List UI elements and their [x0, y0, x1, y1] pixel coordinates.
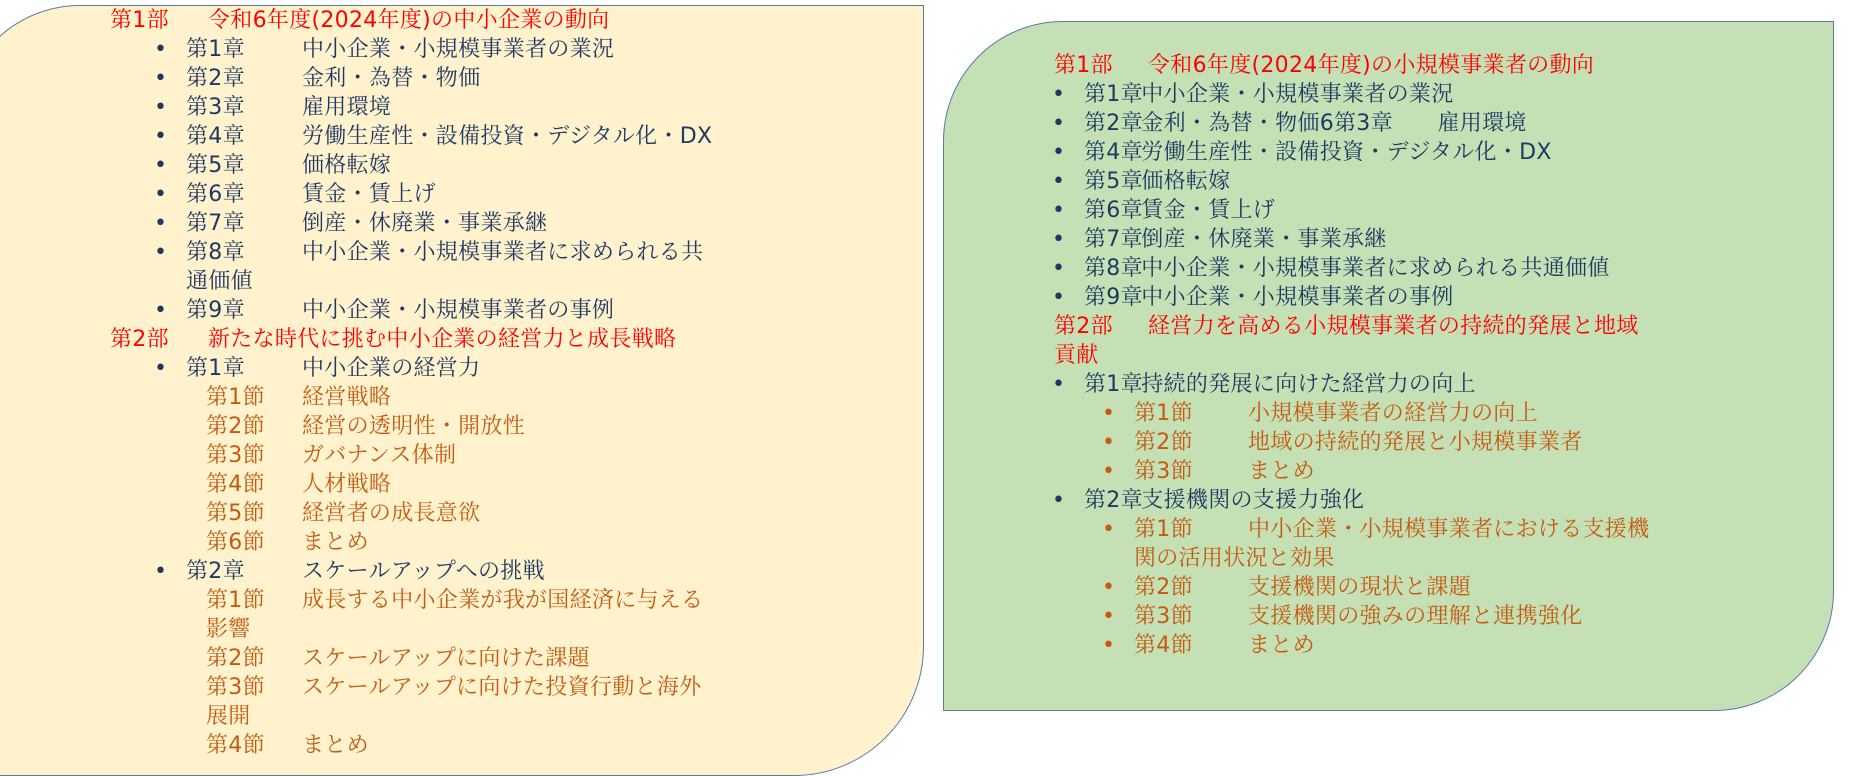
outline-title-text: 中小企業・小規模事業者に求められる共通価値 [1141, 256, 1610, 281]
outline-number-label: 第3節 [206, 675, 265, 700]
outline-title-text: 小規模事業者の経営力の向上 [1248, 401, 1538, 426]
outline-title-text: 経営の透明性・開放性 [302, 414, 526, 439]
right-part1-chapter-8 [1052, 254, 1610, 283]
bullet-icon: • [154, 95, 168, 120]
right-part2-chapter-2 [1052, 486, 1364, 515]
outline-title-text: 支援機関の強みの理解と連携強化 [1248, 604, 1583, 629]
outline-title-text: 中小企業・小規模事業者の業況 [1141, 82, 1454, 107]
outline-number-label: 第1章 [1084, 372, 1143, 397]
outline-number-label: 第1章 [186, 37, 245, 62]
left-part2-chapter-1 [154, 354, 480, 383]
bullet-icon: • [1052, 169, 1066, 194]
outline-number-label: 第3章 [186, 95, 245, 120]
outline-number-label: 第6章 [1084, 198, 1143, 223]
left-part1-chapter-4 [154, 122, 712, 151]
outline-number-label: 第2節 [1134, 575, 1193, 600]
bullet-icon: • [154, 153, 168, 178]
bullet-icon: • [1052, 256, 1066, 281]
outline-title-text: 価格転嫁 [302, 153, 392, 178]
outline-title-text: 人材戦略 [302, 472, 392, 497]
bullet-icon: • [1052, 198, 1066, 223]
outline-number-label: 第1節 [206, 385, 265, 410]
outline-title-text: まとめ [1248, 633, 1315, 658]
left-part1-chapter-5 [154, 151, 391, 180]
bullet-icon: • [154, 559, 168, 584]
outline-number-label: 第4節 [1134, 633, 1193, 658]
outline-number-label: 第2章 [1084, 111, 1143, 136]
right-part2-heading-continuation: 貢献 [1054, 343, 1099, 368]
outline-number-label: 第1節 [206, 588, 265, 613]
bullet-icon: • [1102, 517, 1116, 542]
bullet-icon: • [1052, 488, 1066, 513]
left-part1-chapter-8-continuation: 通価値 [186, 269, 253, 294]
right-part1-chapter-2 [1052, 109, 1527, 138]
outline-title-text: 倒産・休廃業・事業承継 [1141, 227, 1387, 252]
right-part1-chapter-9 [1052, 283, 1454, 312]
left-part2-ch2-section-4 [206, 731, 369, 760]
bullet-icon: • [154, 211, 168, 236]
right-part2-ch1-section-3 [1102, 457, 1315, 486]
outline-number-label: 第1節 [1134, 517, 1193, 542]
outline-number-label: 第3節 [1134, 604, 1193, 629]
outline-number-label: 第4章 [1084, 140, 1143, 165]
outline-title-text: 支援機関の支援力強化 [1141, 488, 1365, 513]
outline-title-text: スケールアップに向けた課題 [302, 646, 590, 671]
right-part2-heading [1054, 312, 1639, 341]
bullet-icon: • [1102, 430, 1116, 455]
left-part1-chapter-8 [154, 238, 703, 267]
outline-title-text: 中小企業・小規模事業者における支援機 [1248, 517, 1650, 542]
outline-number-label: 第6節 [206, 530, 265, 555]
outline-number-label: 第5章 [186, 153, 245, 178]
bullet-icon: • [154, 124, 168, 149]
bullet-icon: • [1052, 285, 1066, 310]
bullet-icon: • [1102, 459, 1116, 484]
left-part2-heading [110, 325, 676, 354]
outline-title-text: 中小企業・小規模事業者の事例 [1141, 285, 1454, 310]
outline-title-text: 新たな時代に挑む中小企業の経営力と成長戦略 [208, 327, 677, 352]
outline-title-text: 支援機関の現状と課題 [1248, 575, 1472, 600]
outline-number-label: 第6章 [186, 182, 245, 207]
left-part2-ch2-section-3-continuation: 展開 [206, 704, 251, 729]
outline-title-text: まとめ [302, 530, 369, 555]
left-part1-chapter-6 [154, 180, 436, 209]
outline-title-text: 地域の持続的発展と小規模事業者 [1248, 430, 1583, 455]
left-part1-chapter-2 [154, 64, 480, 93]
outline-title-text: 賃金・賃上げ [302, 182, 436, 207]
bullet-icon: • [154, 356, 168, 381]
outline-title-text: 労働生産性・設備投資・デジタル化・DX [1141, 140, 1552, 165]
bullet-icon: • [1102, 633, 1116, 658]
right-part2-ch2-section-2 [1102, 573, 1471, 602]
outline-title-text: 賃金・賃上げ [1141, 198, 1276, 223]
outline-title-text: 価格転嫁 [1141, 169, 1231, 194]
right-part1-chapter-7 [1052, 225, 1387, 254]
outline-title-text: まとめ [1248, 459, 1315, 484]
left-part2-ch2-section-2 [206, 644, 590, 673]
outline-number-label: 第2節 [1134, 430, 1193, 455]
outline-number-label: 第2節 [206, 646, 265, 671]
right-part1-chapter-4 [1052, 138, 1552, 167]
outline-number-label: 第8章 [1084, 256, 1143, 281]
bullet-icon: • [1102, 401, 1116, 426]
outline-number-label: 第5章 [1084, 169, 1143, 194]
outline-number-label: 第1節 [1134, 401, 1193, 426]
outline-title-text: スケールアップへの挑戦 [302, 559, 545, 584]
outline-title-text: 令和6年度(2024年度)の小規模事業者の動向 [1148, 53, 1595, 78]
left-part1-chapter-9 [154, 296, 614, 325]
bullet-icon: • [154, 240, 168, 265]
outline-title-text: 中小企業の経営力 [302, 356, 481, 381]
left-part2-ch2-section-1 [206, 586, 703, 615]
outline-number-label: 第1部 [1054, 53, 1113, 78]
left-part2-ch1-section-5 [206, 499, 480, 528]
outline-number-label: 第1章 [1084, 82, 1143, 107]
outline-number-label: 第2章 [186, 66, 245, 91]
outline-number-label: 第7章 [1084, 227, 1143, 252]
right-part2-ch1-section-1 [1102, 399, 1538, 428]
outline-number-label: 第2部 [110, 327, 169, 352]
outline-number-label: 第3節 [206, 443, 265, 468]
right-part1-chapter-1 [1052, 80, 1454, 109]
right-part2-ch2-section-1-continuation: 関の活用状況と効果 [1134, 546, 1335, 571]
bullet-icon: • [154, 298, 168, 323]
outline-number-label: 第2章 [1084, 488, 1143, 513]
outline-title-text: 経営戦略 [302, 385, 392, 410]
outline-number-label: 第1章 [186, 356, 245, 381]
right-part2-ch1-section-2 [1102, 428, 1583, 457]
left-part2-ch1-section-6 [206, 528, 369, 557]
left-part2-ch1-section-4 [206, 470, 391, 499]
outline-title-text: 雇用環境 [302, 95, 392, 120]
bullet-icon: • [154, 37, 168, 62]
outline-number-label: 第2節 [206, 414, 265, 439]
outline-title-text: 経営力を高める小規模事業者の持続的発展と地域 [1148, 314, 1639, 339]
outline-number-label: 第4節 [206, 472, 265, 497]
bullet-icon: • [154, 66, 168, 91]
outline-title-text: 中小企業・小規模事業者に求められる共 [302, 240, 704, 265]
bullet-icon: • [1102, 604, 1116, 629]
outline-title-text: スケールアップに向けた投資行動と海外 [302, 675, 702, 700]
outline-title-text: 金利・為替・物価6第3章 雇用環境 [1141, 111, 1527, 136]
outline-title-text: 倒産・休廃業・事業承継 [302, 211, 548, 236]
outline-number-label: 第3節 [1134, 459, 1193, 484]
outline-title-text: 中小企業・小規模事業者の業況 [302, 37, 615, 62]
bullet-icon: • [1052, 372, 1066, 397]
outline-title-text: 令和6年度(2024年度)の中小企業の動向 [208, 8, 610, 33]
left-part1-chapter-3 [154, 93, 391, 122]
outline-number-label: 第1部 [110, 8, 169, 33]
right-part2-chapter-1 [1052, 370, 1476, 399]
right-part2-ch2-section-3 [1102, 602, 1583, 631]
outline-number-label: 第2章 [186, 559, 245, 584]
bullet-icon: • [1052, 227, 1066, 252]
outline-title-text: 中小企業・小規模事業者の事例 [302, 298, 615, 323]
bullet-icon: • [1102, 575, 1116, 600]
outline-title-text: 成長する中小企業が我が国経済に与える [302, 588, 704, 613]
outline-number-label: 第9章 [1084, 285, 1143, 310]
right-part2-ch2-section-1 [1102, 515, 1649, 544]
right-part2-ch2-section-4 [1102, 631, 1315, 660]
bullet-icon: • [1052, 82, 1066, 107]
left-part2-ch2-section-1-continuation: 影響 [206, 617, 251, 642]
left-part1-heading [110, 6, 609, 35]
bullet-icon: • [1052, 111, 1066, 136]
outline-title-text: 持続的発展に向けた経営力の向上 [1141, 372, 1476, 397]
outline-number-label: 第2部 [1054, 314, 1113, 339]
left-part1-chapter-7 [154, 209, 547, 238]
outline-number-label: 第4節 [206, 733, 265, 758]
left-part2-ch2-section-3 [206, 673, 701, 702]
right-part1-heading [1054, 51, 1594, 80]
outline-title-text: まとめ [302, 733, 369, 758]
outline-title-text: 労働生産性・設備投資・デジタル化・DX [302, 124, 713, 149]
outline-number-label: 第7章 [186, 211, 245, 236]
left-part2-ch1-section-3 [206, 441, 456, 470]
outline-title-text: ガバナンス体制 [302, 443, 457, 468]
outline-title-text: 経営者の成長意欲 [302, 501, 481, 526]
left-part2-ch1-section-2 [206, 412, 525, 441]
left-part2-ch1-section-1 [206, 383, 391, 412]
left-part1-chapter-1 [154, 35, 614, 64]
right-part1-chapter-5 [1052, 167, 1231, 196]
outline-title-text: 金利・為替・物価 [302, 66, 481, 91]
bullet-icon: • [154, 182, 168, 207]
bullet-icon: • [1052, 140, 1066, 165]
outline-number-label: 第5節 [206, 501, 265, 526]
right-part1-chapter-6 [1052, 196, 1275, 225]
outline-number-label: 第9章 [186, 298, 245, 323]
left-part2-chapter-2 [154, 557, 545, 586]
outline-number-label: 第8章 [186, 240, 245, 265]
outline-number-label: 第4章 [186, 124, 245, 149]
